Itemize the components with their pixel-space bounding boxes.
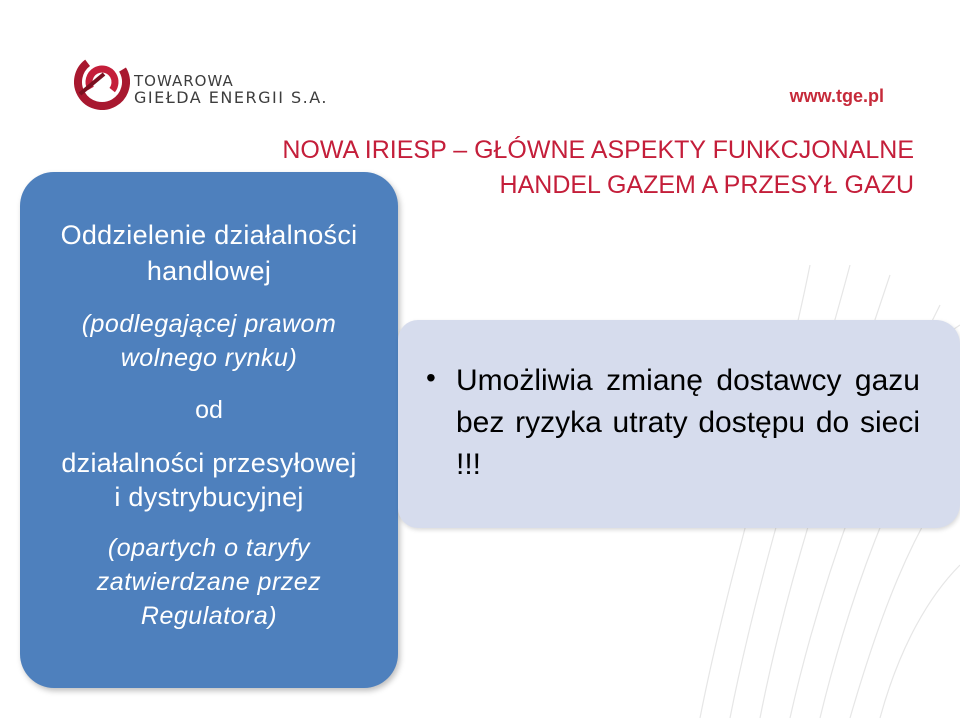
left-heading-line1: Oddzielenie działalności [60,220,358,250]
left-sub1-line1: (podlegającej prawom [81,310,337,338]
left-heading2-line1: działalności przesyłowej [61,448,357,478]
left-connector: od [195,396,223,424]
website-link[interactable]: www.tge.pl [789,86,884,106]
slide-title-line2: HANDEL GAZEM A PRZESYŁ GAZU [499,171,914,199]
left-heading2-line2: i dystrybucyjnej [114,482,304,512]
right-panel-text: Umożliwia zmianę dostawcy gazu bez ryzyka utraty dostępu do sieci !!! [456,364,920,481]
slide-title-line1: NOWA IRIESP – GŁÓWNE ASPEKTY FUNKCJONALNE [282,136,914,164]
right-panel [398,320,960,528]
tge-logo-icon [74,54,130,110]
left-sub2-line2: zatwierdzane przez [96,568,322,596]
left-sub2-line3: Regulatora) [140,602,278,630]
left-panel [20,172,398,688]
tge-logo [74,54,364,110]
logo-text-bottom: GIEŁDA ENERGII S.A. [134,88,329,107]
bullet-marker: • [426,362,436,393]
left-heading-line2: handlowej [146,256,272,286]
logo-text-top: TOWAROWA [134,72,234,90]
left-sub1-line2: wolnego rynku) [120,344,298,372]
left-sub2-line1: (opartych o taryfy [107,534,311,562]
